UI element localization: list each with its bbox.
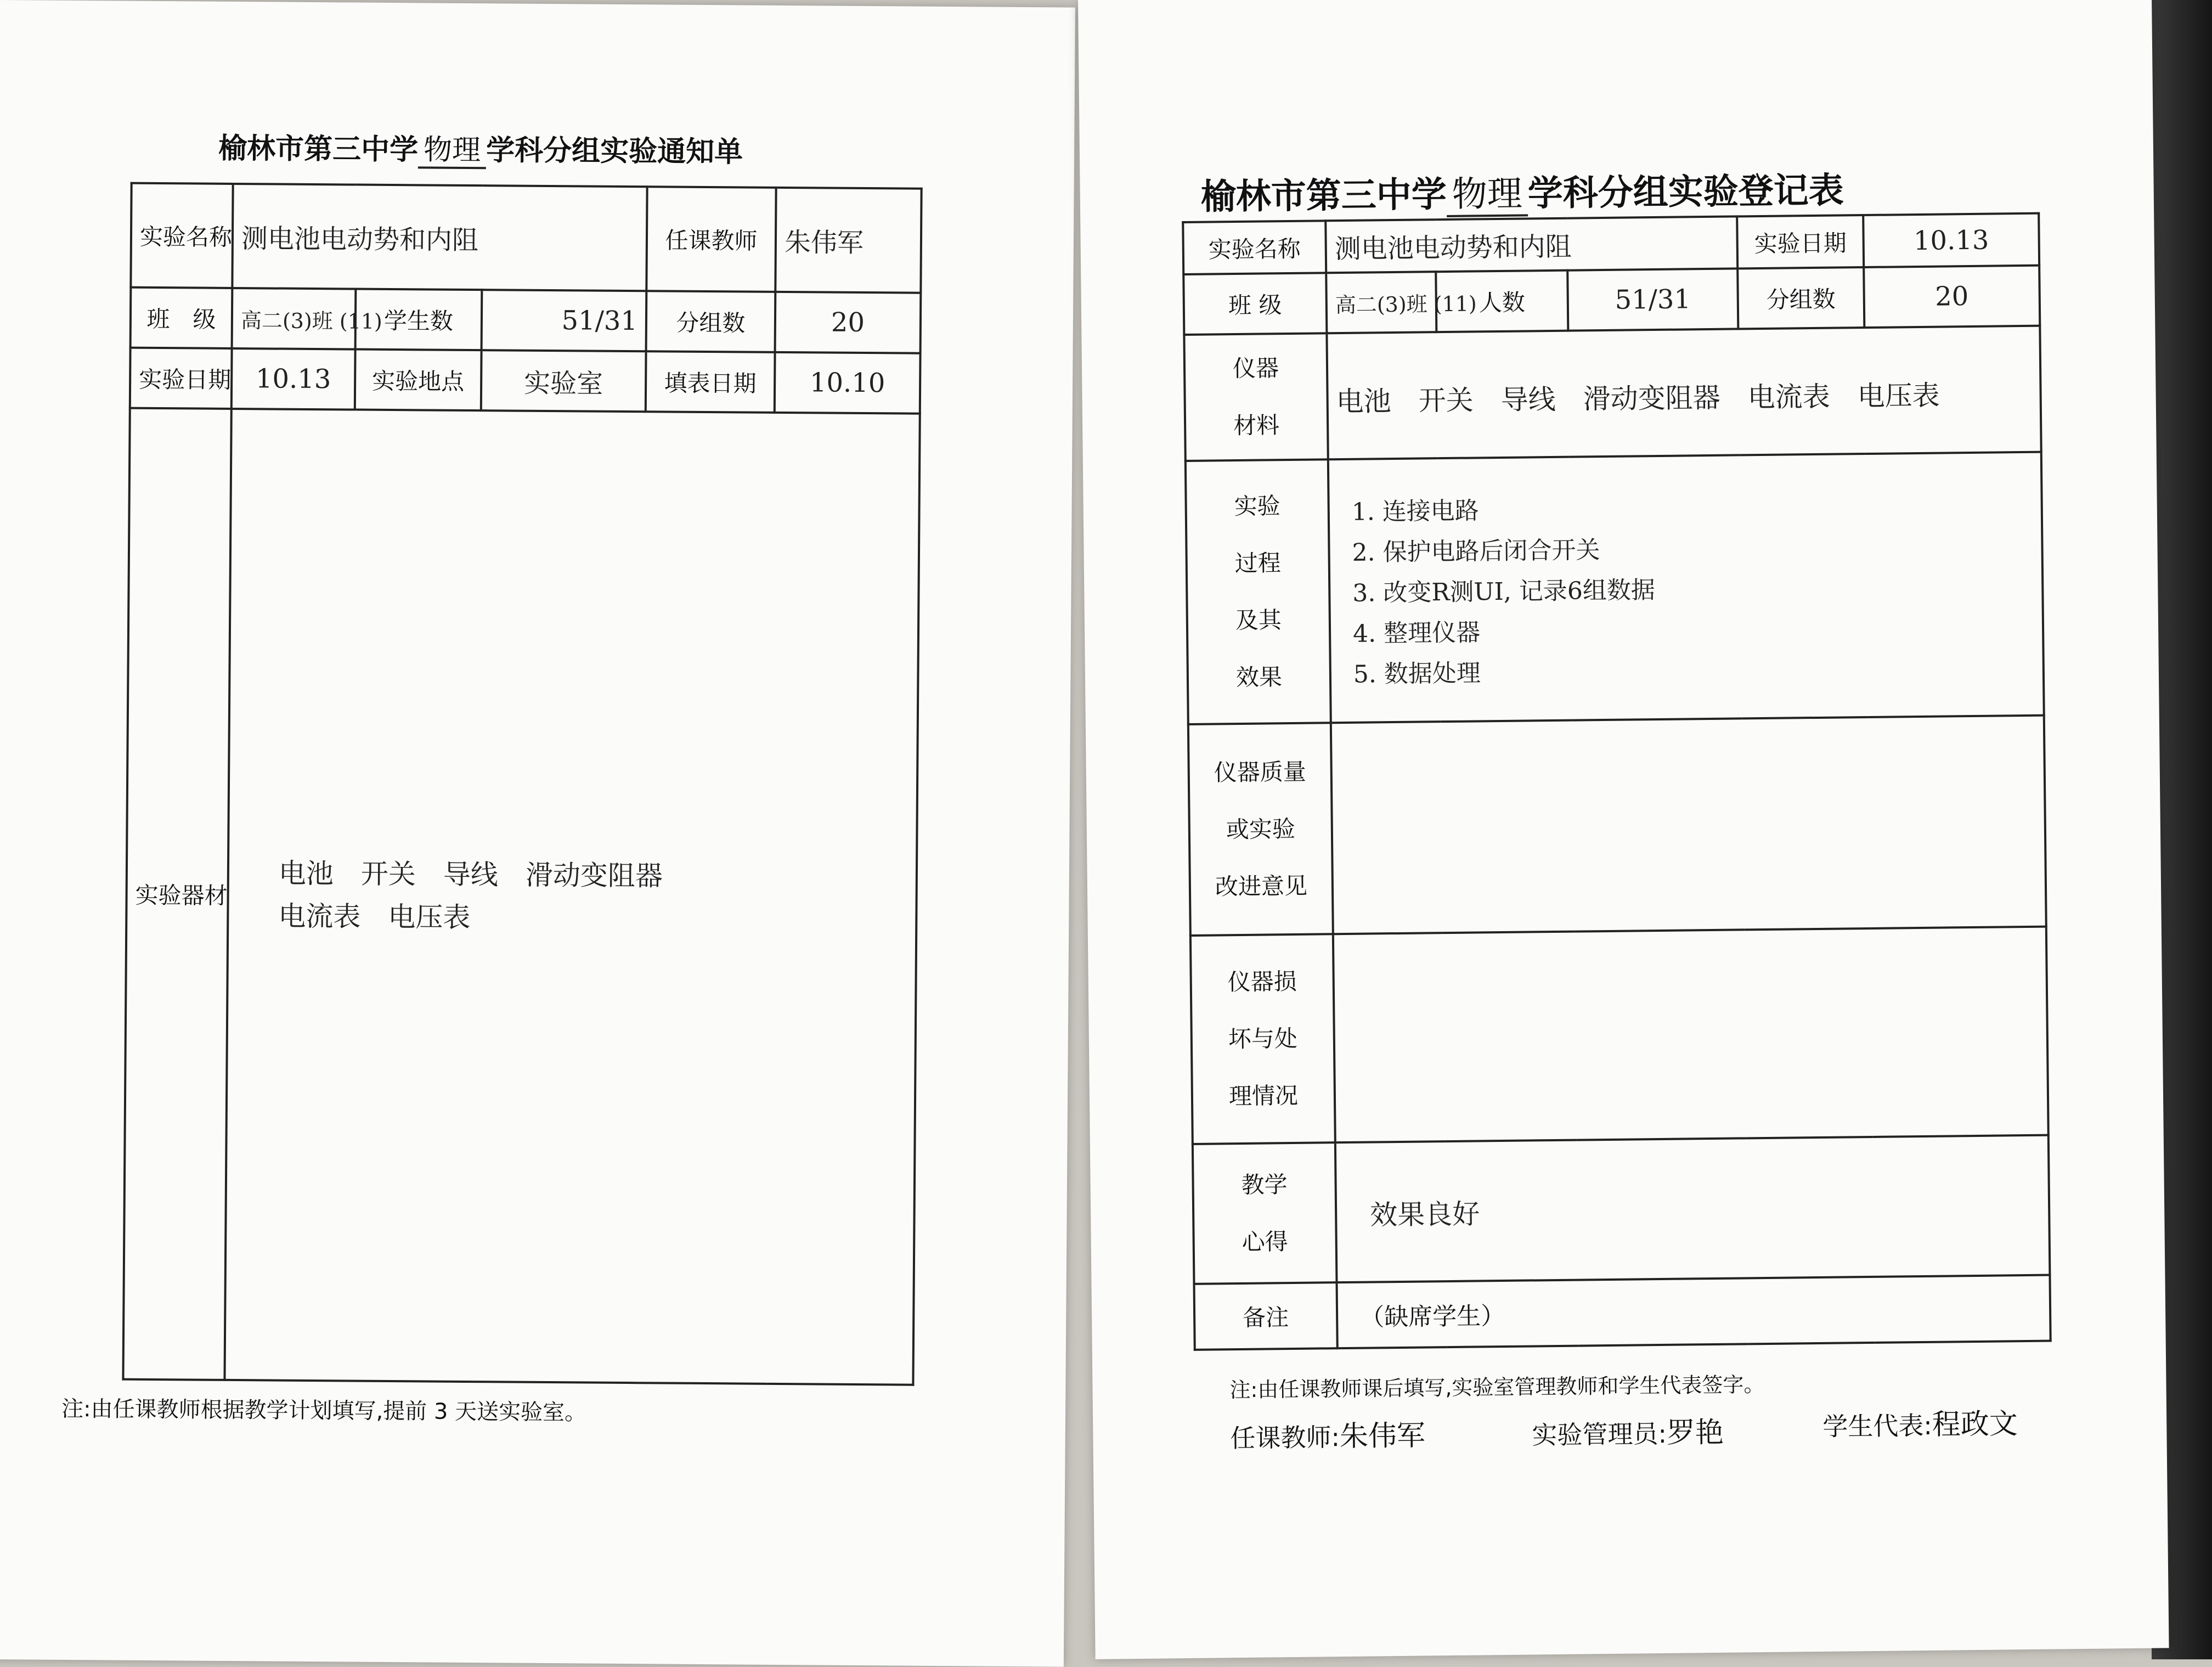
- value-experiment-date: 10.13: [232, 348, 356, 410]
- reg-label-instruments-1: 仪器: [1232, 354, 1279, 382]
- value-teacher: 朱伟军: [775, 188, 921, 293]
- register-table: [1182, 212, 2051, 1351]
- signature-teacher-name: 朱伟军: [1339, 1419, 1426, 1454]
- register-title-suffix: 学科分组实验登记表: [1527, 170, 1844, 215]
- equipment-line-2: 电流表 电压表: [278, 900, 471, 934]
- reg-step-2: 2. 保护电路后闭合开关: [1352, 536, 1600, 567]
- reg-label-reflection: [1193, 1142, 1337, 1284]
- reg-value-experiment-date: 10.13: [1863, 213, 2039, 267]
- value-experiment-name: 测电池电动势和内阻: [232, 184, 647, 291]
- reg-step-4: 4. 整理仪器: [1352, 618, 1481, 648]
- label-group-count: 分组数: [646, 291, 776, 352]
- reg-step-3: 3. 改变R测UI, 记录6组数据: [1352, 576, 1656, 607]
- reg-value-group-count: 20: [1864, 266, 2040, 328]
- reg-label-process: [1186, 459, 1331, 724]
- reg-label-damage-2: 坏与处: [1228, 1024, 1298, 1053]
- reg-label-experiment-name: 实验名称: [1183, 221, 1326, 274]
- label-experiment-name: 实验名称: [131, 183, 233, 288]
- reg-damage-cell: [1333, 927, 2049, 1143]
- notice-subject: 物理: [418, 133, 486, 169]
- register-sheet: [1078, 0, 2169, 1659]
- label-equipment: 实验器材: [123, 408, 231, 1380]
- reg-label-damage-3: 理情况: [1228, 1082, 1299, 1110]
- reg-label-quality-2: 或实验: [1226, 815, 1296, 843]
- equipment-cell: [224, 409, 919, 1385]
- notice-sheet: [0, 0, 1075, 1667]
- label-class: 班 级: [131, 288, 233, 348]
- reg-value-remarks: （缺席学生）: [1337, 1275, 2051, 1349]
- reg-reflection-cell: [1335, 1135, 2050, 1283]
- reg-step-5: 5. 数据处理: [1353, 659, 1481, 689]
- reg-label-process-1: 实验: [1234, 492, 1280, 520]
- value-fill-date: 10.10: [775, 352, 921, 414]
- signature-lab-admin-label: 实验管理员:: [1532, 1418, 1667, 1450]
- reg-label-people: 人数: [1436, 271, 1568, 333]
- reg-quality-cell: [1331, 716, 2046, 934]
- reg-label-group-count: 分组数: [1737, 267, 1864, 329]
- signature-teacher-label: 任课教师:: [1230, 1422, 1340, 1454]
- value-student-count: 51/31: [482, 290, 647, 351]
- notice-title-prefix: 榆林市第三中学: [218, 132, 419, 167]
- register-footnote: 注:由任课教师课后填写,实验室管理教师和学生代表签字。: [1229, 1372, 1765, 1403]
- notice-table: [122, 182, 922, 1386]
- reg-label-damage-1: 仪器损: [1227, 967, 1297, 996]
- reg-label-quality-3: 改进意见: [1215, 872, 1308, 900]
- reg-value-people: 51/31: [1567, 268, 1738, 330]
- notice-title-suffix: 学科分组实验通知单: [486, 134, 743, 169]
- signature-lab-admin: [1532, 1409, 1724, 1452]
- signature-student-rep-name: 程政文: [1932, 1407, 2018, 1441]
- signature-teacher: [1230, 1412, 1425, 1456]
- register-subject: 物理: [1446, 173, 1528, 217]
- reg-label-remarks: 备注: [1194, 1282, 1338, 1350]
- signature-student-rep-label: 学生代表:: [1822, 1410, 1933, 1441]
- equipment-line-1: 电池 开关 导线 滑动变阻器: [278, 857, 663, 892]
- signature-student-rep: [1822, 1400, 2018, 1444]
- reg-value-class: 高二(3)班 (11): [1326, 272, 1436, 333]
- notice-title: [218, 125, 743, 170]
- label-location: 实验地点: [355, 350, 482, 411]
- reg-label-class: 班 级: [1183, 273, 1327, 335]
- register-title-prefix: 榆林市第三中学: [1200, 174, 1447, 218]
- reg-value-experiment-name: 测电池电动势和内阻: [1325, 216, 1737, 273]
- reg-label-process-2: 过程: [1234, 549, 1282, 577]
- reg-label-experiment-date: 实验日期: [1737, 215, 1864, 268]
- reg-label-instruments-2: 材料: [1233, 412, 1280, 440]
- signature-lab-admin-name: 罗艳: [1666, 1416, 1724, 1450]
- label-teacher: 任课教师: [646, 187, 776, 292]
- reg-step-1: 1. 连接电路: [1351, 497, 1480, 526]
- register-title: [1200, 162, 1844, 219]
- reg-value-instruments: 电池 开关 导线 滑动变阻器 电流表 电压表: [1336, 379, 1940, 418]
- reg-label-quality-1: 仪器质量: [1214, 758, 1306, 786]
- value-location: 实验室: [481, 350, 646, 412]
- value-class: 高二(3)班 (11): [232, 288, 356, 350]
- reg-label-process-3: 及其: [1235, 606, 1282, 634]
- label-experiment-date: 实验日期: [130, 348, 232, 409]
- reg-label-reflection-2: 心得: [1242, 1227, 1288, 1255]
- notice-footnote: 注:由任课教师根据教学计划填写,提前 3 天送实验室。: [61, 1396, 587, 1426]
- label-fill-date: 填表日期: [646, 351, 775, 413]
- reg-instruments-cell: [1327, 326, 2041, 460]
- reg-value-reflection: 效果良好: [1369, 1197, 1480, 1231]
- reg-label-reflection-1: 教学: [1241, 1170, 1288, 1198]
- reg-steps-cell: [1328, 452, 2044, 723]
- reg-label-quality: [1188, 723, 1333, 936]
- label-student-count: 学生数: [356, 289, 482, 351]
- reg-label-damage: [1190, 934, 1335, 1144]
- reg-label-process-4: 效果: [1235, 663, 1283, 691]
- reg-label-instruments: [1184, 333, 1328, 461]
- value-group-count: 20: [775, 292, 921, 353]
